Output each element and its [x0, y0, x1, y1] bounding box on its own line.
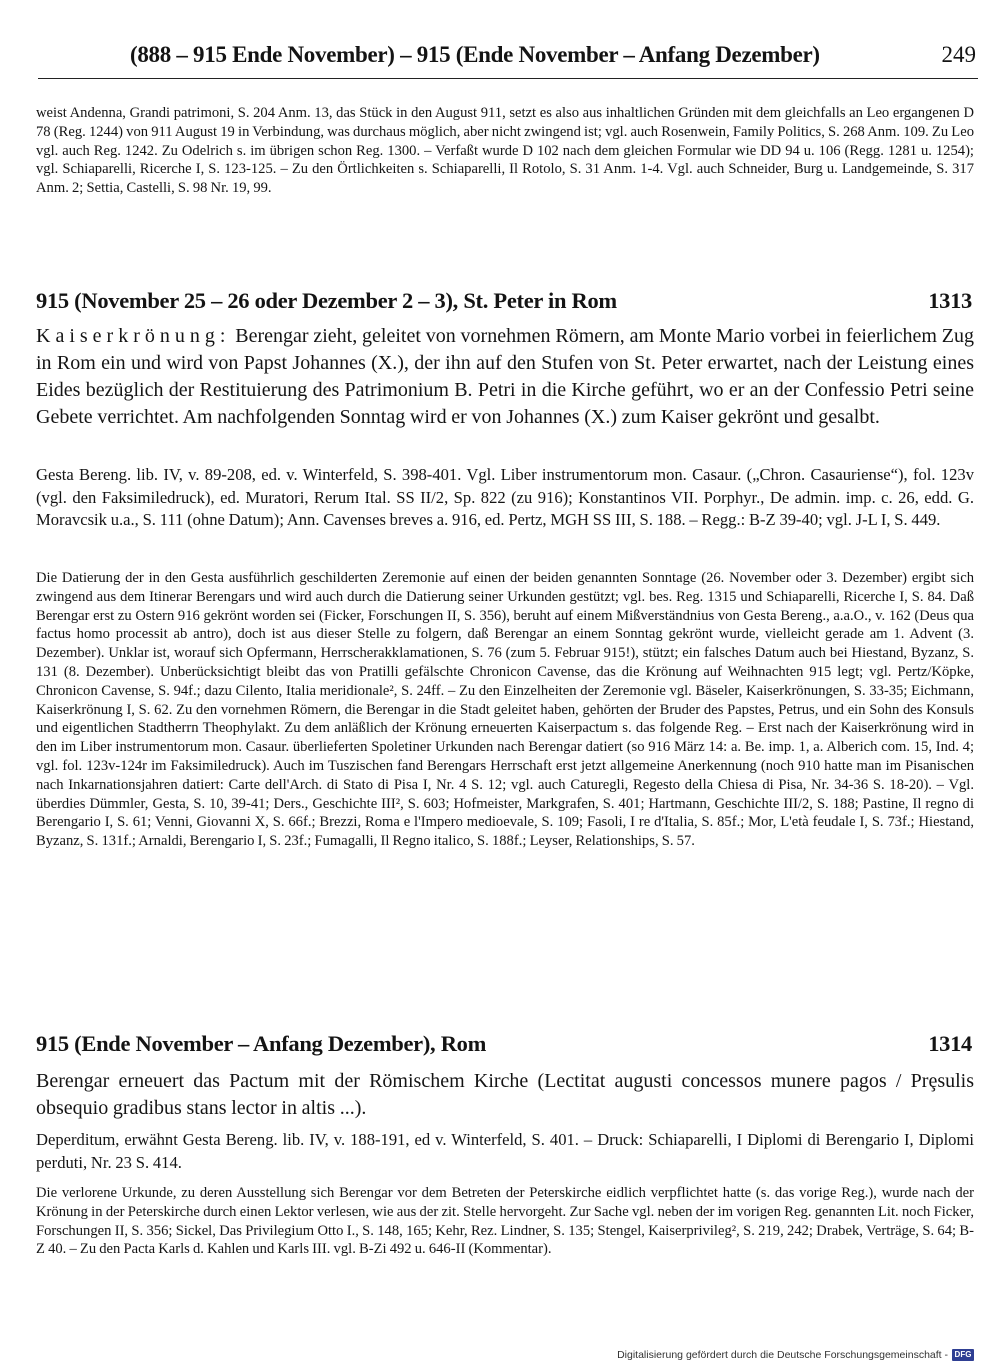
running-title: (888 – 915 Ende November) – 915 (Ende November – Anfang Dezember) — [130, 42, 820, 67]
digitization-footer — [617, 1349, 974, 1361]
entry-title: 915 (November 25 – 26 oder Dezember 2 – 3), St. Peter in Rom — [36, 288, 617, 313]
entry-heading-1314 — [36, 1031, 972, 1061]
entry-number: 1313 — [928, 288, 972, 313]
entry-number: 1314 — [928, 1031, 972, 1056]
regest-text: Berengar erneuert das Pactum mit der Römischem Kirche (Lectitat augusti concessos munere pagos / Prȩsulis obsequio gradibus stans lector in altis ...). — [36, 1070, 974, 1119]
regest-1313 — [36, 323, 974, 431]
commentary-text: Die Datierung der in den Gesta ausführlich geschilderten Zeremonie auf einen der beiden genannten Sonntage (26. November oder 3. Dezember) ergibt sich zwingend aus dem Itinerar Berengars und wird auch durch die Datierung seiner Urkunden gestützt; vgl. bes. Reg. 1315 und Schiaparelli, Ricerche I, S. 84. Daß Berengar erst zu Ostern 916 gekrönt worden sei (Ficker, Forschungen II, S. 356), beruht auf einem Mißverständnius von Gesta Bereng., a.a.O., v. 162 (Deus qua factus homo processit ab antro), doch ist aus dieser Stelle zu folgern, daß Berengar an einem Sonntag gekrönt wurde, vielleicht gerade am 1. Advent (3. Dezember). Unklar ist, worauf sich Opfermann, Herrscherakklamationen, S. 76 (zum 5. Februar 915!), stützt; ein falsches Datum auch bei Hiestand, Byzanz, S. 131 (8. Dezember). Unberücksichtigt bleibt das von Pratilli gefälschte Chronicon Cavense, das die Krönung auf Weihnachten 915 legt; vgl. Pertz/Köpke, Chronicon Cavense, S. 94f.; dazu Cilento, Italia meridionale², S. 24ff. – Zu den Einzelheiten der Zeremonie vgl. Bäseler, Kaiserkrönungen, S. 33-35; Eichmann, Kaiserkrönung I, S. 62. Zu den vornehmen Römern, die Berengar in die Stadt geleitet haben, gehörten der Bruder des Papstes, Petrus, und ein Sohn des Konsuls und eigentlichen Stadtherrn Theophylakt. Zu dem anläßlich der Krönung erneuerten Kaiserpactum s. das folgende Reg. – Erst nach der Kaiserkrönung wird in den im Liber instrumentorum mon. Casaur. überlieferten Spoletiner Urkunden nach Berengar datiert (so 916 März 14: a. Be. imp. 1, a. Alberich com. 15, Ind. 4; vgl. fol. 123v-124r im Faksimiledruck). Auch im Tuszischen fand Berengars Herrschaft erst jetzt allgemeine Anerkennung (noch 910 hatte man im Pisanischen nach Inkarnationsjahren datiert: Carte dell'Arch. di Stato di Pisa I, Nr. 4 S. 12; vgl. auch Caturegli, Regesto della Chiesa di Pisa, Nr. 34-36 S. 18-20). – Vgl. überdies Dümmler, Gesta, S. 10, 39-41; Ders., Geschichte III², S. 603; Hofmeister, Markgrafen, S. 401; Hartmann, Geschichte III/2, S. 188; Pastine, Il regno di Berengario I, S. 61; Venni, Giovanni X, S. 66f.; Brezzi, Roma e l'Impero medioevale, S. 109; Fasoli, I re d'Italia, S. 85f.; Mor, L'età feudale I, S. 73f.; Hiestand, Byzanz, S. 131f.; Arnaldi, Berengario I, S. 23f.; Fumagalli, Il Regno italico, S. 188f.; Leyser, Relationships, S. 57. — [36, 570, 974, 850]
regest-body: Berengar zieht, geleitet von vornehmen Römern, am Monte Mario vorbei in feierlichem Zug in Rom ein und wird von Papst Johannes (X.), der ihn auf den Stufen von St. Peter erwartet, nach der Leistung eines Eides bezüglich der Restituierung des Patrimonium B. Petri in die Kirche geführt, wo er an der Confessio Petri seine Gebete verrichtet. Am nachfolgenden Sonntag wird er von Johannes (X.) zum Kaiser gekrönt und gesalbt. — [36, 325, 974, 428]
continued-commentary — [36, 104, 974, 198]
sources-1314 — [36, 1129, 974, 1174]
running-head — [38, 38, 978, 79]
commentary-text: Die verlorene Urkunde, zu deren Ausstellung sich Berengar vor dem Betreten der Peterskirche eidlich verpflichtet hatte (s. das vorige Reg.), wurde nach der Krönung in der Peterskirche durch einen Lektor verlesen, wie aus der zit. Stelle hervorgeht. Zur Sache vgl. neben der im vorigen Reg. genannten Lit. noch Ficker, Forschungen II, S. 356; Sickel, Das Privilegium Otto I., S. 148, 165; Kehr, Rez. Lindner, S. 135; Stengel, Kaiserprivileg², S. 219, 242; Drabek, Verträge, S. 64; B-Z 40. – Zu den Pacta Karls d. Kahlen und Karls III. vgl. B-Zi 492 u. 646-II (Kommentar). — [36, 1185, 974, 1258]
regest-text — [36, 323, 974, 431]
dfg-logo: DFG — [952, 1349, 974, 1361]
footer-text: Digitalisierung gefördert durch die Deutsche Forschungsgemeinschaft - — [617, 1349, 948, 1361]
entry-heading-1313 — [36, 288, 972, 318]
sources-1313 — [36, 464, 974, 532]
regest-keyword: Kaiserkrönung: — [36, 325, 231, 347]
commentary-text: weist Andenna, Grandi patrimoni, S. 204 Anm. 13, das Stück in den August 911, setzt es also aus inhaltlichen Gründen mit dem gleichfalls an Leo ergangenen D 78 (Reg. 1244) von 911 August 19 in Verbindung, was durchaus möglich, aber nicht zwingend ist; vgl. auch Rosenwein, Family Politics, S. 268 Anm. 109. Zu Leo vgl. auch Reg. 1242. Zu Odelrich s. im übrigen schon Reg. 1300. – Verfaßt wurde D 102 nach dem gleichen Formular wie DD 94 u. 106 (Regg. 1281 u. 1254); vgl. Schiaparelli, Ricerche I, S. 123-125. – Zu den Örtlichkeiten s. Schiaparelli, Il Rotolo, S. 31 Anm. 1-4. Vgl. auch Schneider, Burg u. Landgemeinde, S. 317 Anm. 2; Settia, Castelli, S. 98 Nr. 19, 99. — [36, 105, 974, 197]
regest-1314 — [36, 1068, 974, 1122]
sources-text: Deperditum, erwähnt Gesta Bereng. lib. IV, v. 188-191, ed v. Winterfeld, S. 401. – Druck: Schiaparelli, I Diplomi di Berengario I, Diplomi perduti, Nr. 23 S. 414. — [36, 1130, 974, 1172]
commentary-1313 — [36, 569, 974, 851]
commentary-1314 — [36, 1184, 974, 1259]
sources-text: Gesta Bereng. lib. IV, v. 89-208, ed. v. Winterfeld, S. 398-401. Vgl. Liber instrumentorum mon. Casaur. („Chron. Casauriense“), fol. 123v (vgl. den Faksimiledruck), ed. Muratori, Rerum Ital. SS II/2, Sp. 822 (zu 916); Konstantinos VII. Porphyr., De admin. imp. c. 26, edd. G. Moravcsik u.a., S. 111 (ohne Datum); Ann. Cavenses breves a. 916, ed. Pertz, MGH SS III, S. 188. – Regg.: B-Z 39-40; vgl. J-L I, S. 449. — [36, 465, 974, 530]
entry-title: 915 (Ende November – Anfang Dezember), Rom — [36, 1031, 487, 1056]
page-number: 249 — [941, 42, 976, 67]
